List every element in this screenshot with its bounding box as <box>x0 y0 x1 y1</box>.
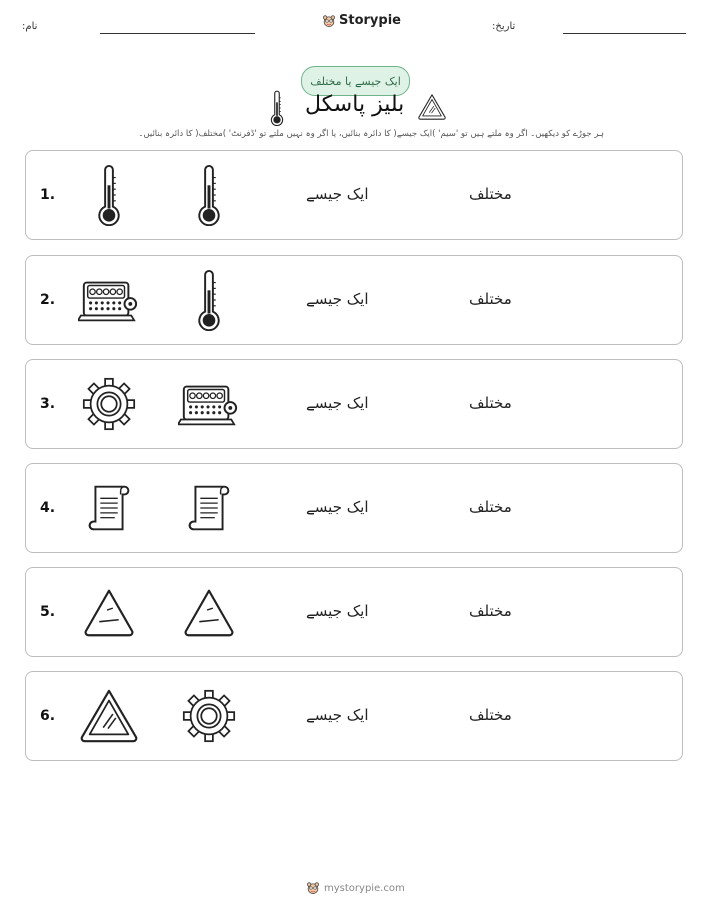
name-label: :نام <box>22 21 38 32</box>
question-number: 3. <box>40 396 56 412</box>
thermometer-icon <box>78 164 140 226</box>
calculator-machine-icon <box>178 373 240 435</box>
option-different[interactable]: مختلف <box>469 185 512 203</box>
thermometer-icon <box>268 90 286 126</box>
question-number: 1. <box>40 187 56 203</box>
title-row <box>0 88 709 128</box>
thermometer-icon <box>178 269 240 331</box>
option-same[interactable]: ایک جیسے <box>306 602 369 620</box>
footer-url: mystorypie.com <box>324 882 405 894</box>
option-same[interactable]: ایک جیسے <box>306 394 369 412</box>
question-number: 6. <box>40 708 56 724</box>
option-different[interactable]: مختلف <box>469 290 512 308</box>
instructions: ہر جوڑے کو دیکھیں۔ اگر وہ ملتے ہیں تو 'سیم' )ایک جیسے( کا دائرہ بنائیں، یا اگر وہ نہیں ملتے تو 'ڈفرنٹ' )مختلف( کا دائرہ بنائیں۔ <box>138 129 604 139</box>
date-label: :تاریخ <box>492 21 516 32</box>
storypie-mascot-icon <box>322 14 336 28</box>
question-card <box>25 463 683 553</box>
option-same[interactable]: ایک جیسے <box>306 290 369 308</box>
option-same[interactable]: ایک جیسے <box>306 498 369 516</box>
gear-icon <box>178 685 240 747</box>
option-same[interactable]: ایک جیسے <box>306 706 369 724</box>
storypie-mascot-icon <box>306 881 320 895</box>
date-field[interactable] <box>563 33 686 34</box>
calculator-machine-icon <box>78 269 140 331</box>
brand-logo <box>322 13 401 28</box>
thermometer-icon <box>178 164 240 226</box>
option-different[interactable]: مختلف <box>469 498 512 516</box>
brand-name: Storypie <box>339 13 401 28</box>
question-card <box>25 567 683 657</box>
triangle-icon <box>178 581 240 643</box>
worksheet-type-badge: ایک جیسے یا مختلف <box>301 66 410 96</box>
scroll-icon <box>178 477 240 539</box>
question-card <box>25 255 683 345</box>
option-same[interactable]: ایک جیسے <box>306 185 369 203</box>
triangle-icon <box>78 581 140 643</box>
worksheet-header <box>0 0 709 50</box>
option-different[interactable]: مختلف <box>469 706 512 724</box>
warning-triangle-icon <box>78 685 140 747</box>
question-number: 4. <box>40 500 56 516</box>
footer <box>306 881 405 895</box>
question-card <box>25 150 683 240</box>
question-number: 5. <box>40 604 56 620</box>
name-field[interactable] <box>100 33 255 34</box>
scroll-icon <box>78 477 140 539</box>
option-different[interactable]: مختلف <box>469 602 512 620</box>
question-card <box>25 359 683 449</box>
question-number: 2. <box>40 292 56 308</box>
gear-icon <box>78 373 140 435</box>
question-card <box>25 671 683 761</box>
page-title: بلیز پاسکل <box>305 92 405 117</box>
warning-triangle-icon <box>417 92 447 122</box>
option-different[interactable]: مختلف <box>469 394 512 412</box>
